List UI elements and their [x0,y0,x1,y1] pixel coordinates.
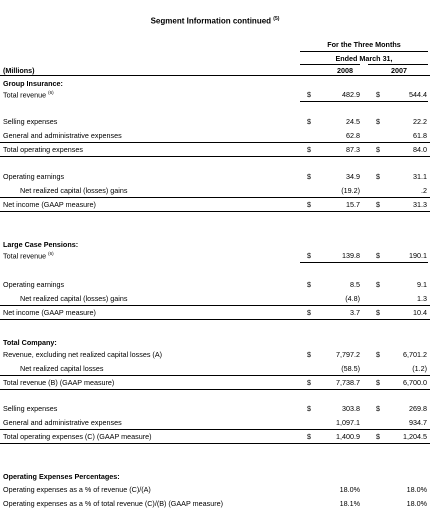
dollar-sign: $ [376,432,380,441]
value-2008: (19.2) [341,186,360,195]
table-row [0,432,430,442]
value-2007: 544.4 [409,90,427,99]
value-2008: 139.8 [342,251,360,260]
value-2008: (4.8) [345,294,360,303]
value-2007: 934.7 [409,418,427,427]
table-row [0,186,430,196]
table-row [0,90,430,100]
table-row [0,172,430,182]
table-row [0,499,430,509]
value-2007: 84.0 [413,145,427,154]
page-title [0,16,430,26]
value-2008: 1,400.9 [336,432,360,441]
table-row [0,280,430,290]
value-2007: 61.8 [413,131,427,140]
dollar-sign: $ [307,378,311,387]
dollar-sign: $ [307,404,311,413]
dollar-sign: $ [376,172,380,181]
value-2008: 15.7 [346,200,360,209]
dollar-sign: $ [307,145,311,154]
value-2008: 87.3 [346,145,360,154]
dollar-sign: $ [376,378,380,387]
row-label: Total operating expenses [3,145,83,154]
row-label: Total operating expenses (C) (GAAP measure) [3,432,152,441]
period-header-line1: For the Three Months [327,40,401,49]
dollar-sign: $ [307,308,311,317]
row-label: General and administrative expenses [3,418,122,427]
dollar-sign: $ [307,200,311,209]
value-2008: 7,738.7 [336,378,360,387]
value-2007: 269.8 [409,404,427,413]
table-row [0,404,430,414]
dollar-sign: $ [307,90,311,99]
table-row [0,418,430,428]
row-rule [0,429,430,430]
value-2007: 18.0% [406,499,427,508]
value-2008: 3.7 [350,308,360,317]
value-2007: 31.3 [413,200,427,209]
value-2007: 6,700.0 [403,378,427,387]
row-rule [0,156,430,157]
dollar-sign: $ [376,404,380,413]
period-header-line2: Ended March 31, [335,54,393,63]
period-header-rule [300,51,428,52]
table-row [0,364,430,374]
dollar-sign: $ [307,432,311,441]
value-2008: 8.5 [350,280,360,289]
row-rule [0,389,430,390]
row-label: Net realized capital losses [20,364,104,373]
value-2008: 7,797.2 [336,350,360,359]
table-row [0,79,430,89]
units-label: (Millions) [3,66,35,75]
row-label: Net realized capital (losses) gains [20,186,128,195]
value-2007: 18.0% [406,485,427,494]
row-rule [0,443,430,444]
value-2007: 190.1 [409,251,427,260]
year-2007-header: 2007 [391,66,407,75]
value-2008: 303.8 [342,404,360,413]
row-label: Selling expenses [3,404,58,413]
row-rule [0,375,430,376]
row-label: Total revenue (B) (GAAP measure) [3,378,115,387]
value-2007: 31.1 [413,172,427,181]
row-label: General and administrative expenses [3,131,122,140]
table-row [0,378,430,388]
dollar-sign: $ [376,200,380,209]
section-heading: Operating Expenses Percentages: [3,472,120,481]
table-row [0,251,430,261]
value-2008: (58.5) [341,364,360,373]
value-2008: 18.0% [339,485,360,494]
value-2008: 1,097.1 [336,418,360,427]
row-rule [0,142,430,143]
dollar-sign: $ [307,280,311,289]
value-2007: 10.4 [413,308,427,317]
table-row [0,145,430,155]
subtotal-rule [300,101,428,102]
row-label: Net income (GAAP measure) [3,200,96,209]
value-2007: (1.2) [412,364,427,373]
year-2007-rule [368,64,428,65]
row-rule [0,211,430,212]
dollar-sign: $ [307,117,311,126]
row-label: Revenue, excluding net realized capital losses (A) [3,350,163,359]
row-label: Selling expenses [3,117,58,126]
dollar-sign: $ [376,117,380,126]
value-2008: 18.1% [339,499,360,508]
row-label: Total revenue $^{(6)}$ [3,251,54,261]
dollar-sign: $ [376,280,380,289]
dollar-sign: $ [307,172,311,181]
table-row [0,294,430,304]
dollar-sign: $ [376,90,380,99]
value-2008: 24.5 [346,117,360,126]
dollar-sign: $ [376,251,380,260]
value-2007: .2 [421,186,427,195]
row-label: Operating expenses as a % of revenue (C)/(A) [3,485,151,494]
value-2007: 22.2 [413,117,427,126]
row-label: Net income (GAAP measure) [3,308,96,317]
dollar-sign: $ [307,251,311,260]
dollar-sign: $ [376,350,380,359]
row-label: Operating earnings [3,172,65,181]
table-row [0,200,430,210]
title-text: Segment Information continued [150,16,272,26]
dollar-sign: $ [376,308,380,317]
table-row [0,117,430,127]
value-2007: 9.1 [417,280,427,289]
row-label: Operating expenses as a % of total revenue (C)/(B) (GAAP measure) [3,499,223,508]
value-2008: 34.9 [346,172,360,181]
value-2008: 482.9 [342,90,360,99]
table-row [0,485,430,495]
subtotal-rule [300,262,428,263]
year-2008-rule [300,64,360,65]
value-2007: 6,701.2 [403,350,427,359]
value-2007: 1.3 [417,294,427,303]
table-row [0,338,430,348]
row-label: Net realized capital (losses) gains [20,294,128,303]
row-rule [0,197,430,198]
table-row [0,308,430,318]
row-label: Total revenue $^{(6)}$ [3,90,54,100]
table-row [0,472,430,482]
table-row [0,240,430,250]
row-rule [0,305,430,306]
row-label: Operating earnings [3,280,65,289]
value-2007: 1,204.5 [403,432,427,441]
section-heading: Large Case Pensions: [3,240,79,249]
value-2008: 62.8 [346,131,360,140]
section-heading: Group Insurance: [3,79,63,88]
dollar-sign: $ [376,145,380,154]
header-bottom-rule [0,75,430,76]
row-rule [0,319,430,320]
section-heading: Total Company: [3,338,57,347]
dollar-sign: $ [307,350,311,359]
year-2008-header: 2008 [337,66,353,75]
table-row [0,350,430,360]
table-row [0,131,430,141]
title-footnote: (5) [273,16,280,22]
